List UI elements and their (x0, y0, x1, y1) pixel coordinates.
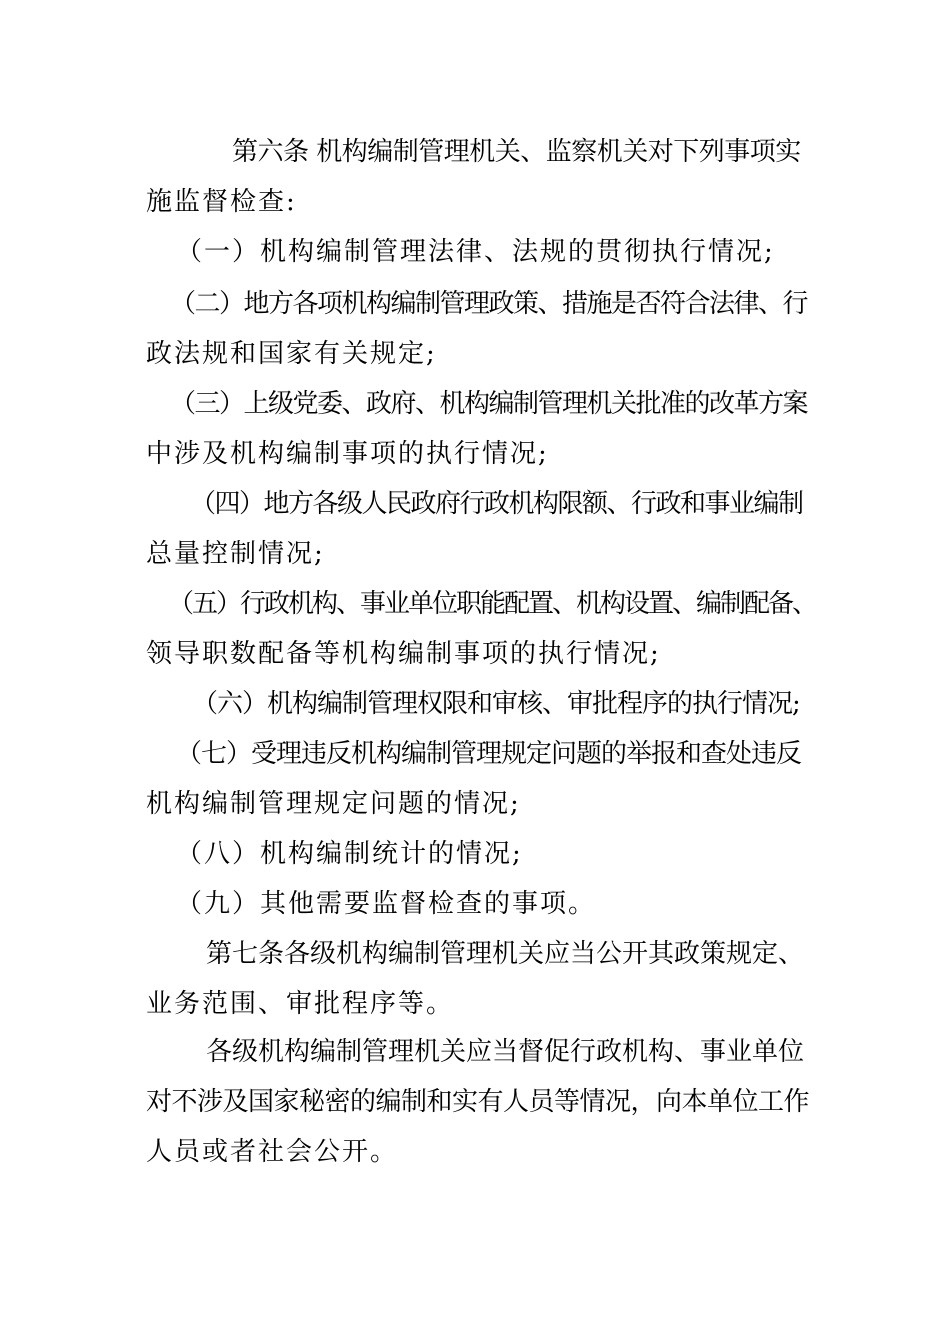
list-item-2: （二）地方各项机构编制管理政策、措施是否符合法律、行 (170, 289, 808, 319)
text-line: 领导职数配备等机构编制事项的执行情况; (146, 639, 661, 669)
text-line: 机构编制管理规定问题的情况; (146, 789, 521, 819)
list-item-6: （六）机构编制管理权限和审核、审批程序的执行情况; (192, 689, 800, 719)
list-item-3: （三）上级党委、政府、机构编制管理机关批准的改革方案 (170, 389, 808, 419)
text-line: 人员或者社会公开。 (146, 1137, 399, 1167)
text-line: 政法规和国家有关规定; (146, 339, 437, 369)
text-line: 业务范围、审批程序等。 (146, 989, 455, 1019)
list-item-8: （八）机构编制统计的情况; (176, 839, 523, 869)
list-item-7: （七）受理违反机构编制管理规定问题的举报和查处违反 (176, 739, 802, 769)
text-line: 总量控制情况; (146, 539, 325, 569)
paragraph-line: 各级机构编制管理机关应当督促行政机构、事业单位 (206, 1037, 805, 1067)
text-line: 对不涉及国家秘密的编制和实有人员等情况，向本单位工作 (146, 1087, 810, 1117)
list-item-4: （四）地方各级人民政府行政机构限额、行政和事业编制 (190, 489, 803, 519)
article-7-heading: 第七条各级机构编制管理机关应当公开其政策规定、 (206, 939, 805, 969)
list-item-9: （九）其他需要监督检查的事项。 (176, 889, 597, 919)
list-item-1: （一）机构编制管理法律、法规的贯彻执行情况; (176, 237, 775, 267)
list-item-5: （五）行政机构、事业单位职能配置、机构设置、编制配备、 (168, 589, 817, 619)
text-line: 施监督检查: (146, 187, 297, 217)
text-line: 中涉及机构编制事项的执行情况; (146, 439, 549, 469)
article-6-heading: 第六条 机构编制管理机关、监察机关对下列事项实 (232, 137, 801, 167)
